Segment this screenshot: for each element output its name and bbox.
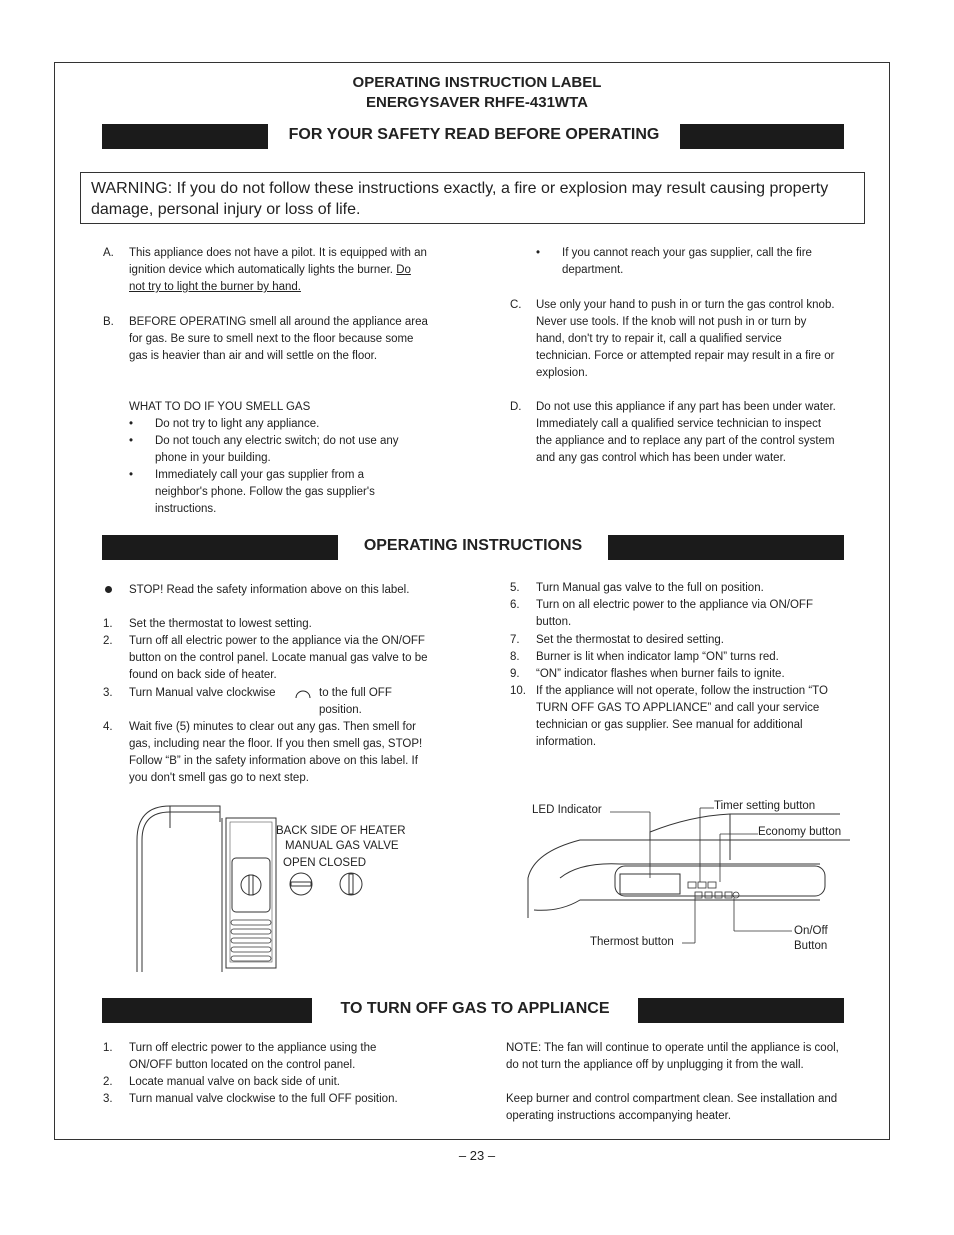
step-number: 5. [510, 582, 520, 594]
smell-item-2: Do not touch any electric switch; do not use any phone in your building. [155, 435, 399, 464]
bullet: • [129, 435, 134, 447]
smell-item-4: If you cannot reach your gas supplier, call the fire department. [562, 247, 812, 276]
step-8-text: Burner is lit when indicator lamp “ON” turns red. [536, 651, 779, 663]
thermost-button-label: Thermost button [590, 936, 674, 948]
step-6-text: Turn on all electric power to the appliance via ON/OFF button. [536, 599, 813, 628]
valve-open-icon [288, 871, 314, 897]
bullet: • [129, 418, 134, 430]
step-10-text: If the appliance will not operate, follow the instruction “TO TURN OFF GAS TO APPLIANCE” and call your service technician or gas supplier. See manual for additional information. [536, 685, 828, 748]
warning-box: WARNING: If you do not follow these instructions exactly, a fire or explosion may result causing property damage, personal injury or loss of life. [80, 172, 865, 224]
item-b-text: BEFORE OPERATING smell all around the appliance area for gas. Be sure to smell next to the floor because some gas is heavier than air and will settle on the floor. [129, 316, 428, 362]
timer-button-label: Timer setting button [714, 800, 816, 812]
item-b-label: B. [103, 316, 114, 328]
section-bar-left [102, 124, 268, 149]
smell-item-1: Do not try to light any appliance. [155, 418, 320, 430]
step-3-text-a: Turn Manual valve clockwise [129, 687, 276, 699]
bullet: • [536, 247, 541, 259]
back-side-label: BACK SIDE OF HEATER [276, 825, 406, 837]
manual-valve-label: MANUAL GAS VALVE [285, 840, 399, 852]
led-indicator-label: LED Indicator [532, 804, 602, 816]
model-title: ENERGYSAVER RHFE-431WTA [366, 94, 588, 111]
step-4-text: Wait five (5) minutes to clear out any gas. Then smell for gas, including near the floor. If you then smell gas, STOP! Follow “B” in the safety information above on this label. If you don't smell gas go to next step. [129, 721, 423, 784]
turnoff-step-3: Turn manual valve clockwise to the full OFF position. [129, 1093, 398, 1105]
item-a-body: This appliance does not have a pilot. It is equipped with an ignition device which automatically lights the burner. [129, 247, 427, 276]
valve-closed-icon [338, 871, 364, 897]
label-title: OPERATING INSTRUCTION LABEL [352, 74, 602, 91]
safety-heading: FOR YOUR SAFETY READ BEFORE OPERATING [288, 126, 660, 143]
section-bar-left [102, 535, 338, 560]
item-d-label: D. [510, 401, 522, 413]
section-bar-right [608, 535, 844, 560]
clockwise-arrow-icon [293, 686, 313, 700]
smell-item-3: Immediately call your gas supplier from a neighbor's phone. Follow the gas supplier's instructions. [155, 469, 375, 515]
bullet: • [129, 469, 134, 481]
stop-bullet-icon [105, 586, 112, 593]
item-c-label: C. [510, 299, 522, 311]
item-a-underline: Do not try to light the burner by hand. [129, 264, 411, 293]
step-number: 1. [103, 618, 113, 630]
step-number: 3. [103, 687, 113, 699]
turnoff-step-1: Turn off electric power to the appliance using the ON/OFF button located on the control panel. [129, 1042, 377, 1071]
step-number: 1. [103, 1042, 113, 1054]
step-number: 8. [510, 651, 520, 663]
note-text: NOTE: The fan will continue to operate until the appliance is cool, do not turn the appliance off by unplugging it from the wall. [506, 1042, 839, 1071]
step-9-text: “ON” indicator flashes when burner fails to ignite. [536, 668, 785, 680]
smell-gas-heading: WHAT TO DO IF YOU SMELL GAS [129, 401, 311, 413]
keep-clean-text: Keep burner and control compartment clean. See installation and operating instructions accompanying heater. [506, 1093, 838, 1122]
step-number: 3. [103, 1093, 113, 1105]
item-a-label: A. [103, 247, 114, 259]
turnoff-heading: TO TURN OFF GAS TO APPLIANCE [340, 1000, 610, 1017]
onoff-label-1: On/Off [794, 925, 828, 937]
step-1-text: Set the thermostat to lowest setting. [129, 618, 312, 630]
item-d-text: Do not use this appliance if any part has been under water. Immediately call a qualified service technician to inspect the appliance and to replace any part of the control system and any gas control which has been under water. [536, 401, 836, 464]
step-5-text: Turn Manual gas valve to the full on position. [536, 582, 764, 594]
section-bar-right [638, 998, 844, 1023]
step-number: 2. [103, 635, 113, 647]
step-number: 2. [103, 1076, 113, 1088]
section-bar-left [102, 998, 312, 1023]
onoff-label-2: Button [794, 940, 828, 952]
economy-button-label: Economy button [758, 826, 842, 838]
stop-text: STOP! Read the safety information above on this label. [129, 584, 410, 596]
operating-heading: OPERATING INSTRUCTIONS [363, 537, 583, 554]
open-closed-label: OPEN CLOSED [283, 857, 367, 869]
step-7-text: Set the thermostat to desired setting. [536, 634, 724, 646]
item-c-text: Use only your hand to push in or turn the gas control knob. Never use tools. If the knob will not push in or turn by hand, don't try to repair it, call a qualified service technician. Force or attempted repair may result in a fire or explosion. [536, 299, 835, 379]
item-a-text [129, 245, 429, 296]
step-number: 4. [103, 721, 113, 733]
step-2-text: Turn off all electric power to the appliance via the ON/OFF button on the control panel. Locate manual gas valve to be found on back side of heater. [129, 635, 428, 681]
step-number: 6. [510, 599, 520, 611]
page-number: – 23 – [458, 1148, 496, 1163]
step-3-text-b: to the full OFF position. [319, 687, 392, 716]
step-number: 10. [510, 685, 526, 697]
step-number: 9. [510, 668, 520, 680]
section-bar-right [680, 124, 844, 149]
turnoff-step-2: Locate manual valve on back side of unit. [129, 1076, 340, 1088]
step-number: 7. [510, 634, 520, 646]
